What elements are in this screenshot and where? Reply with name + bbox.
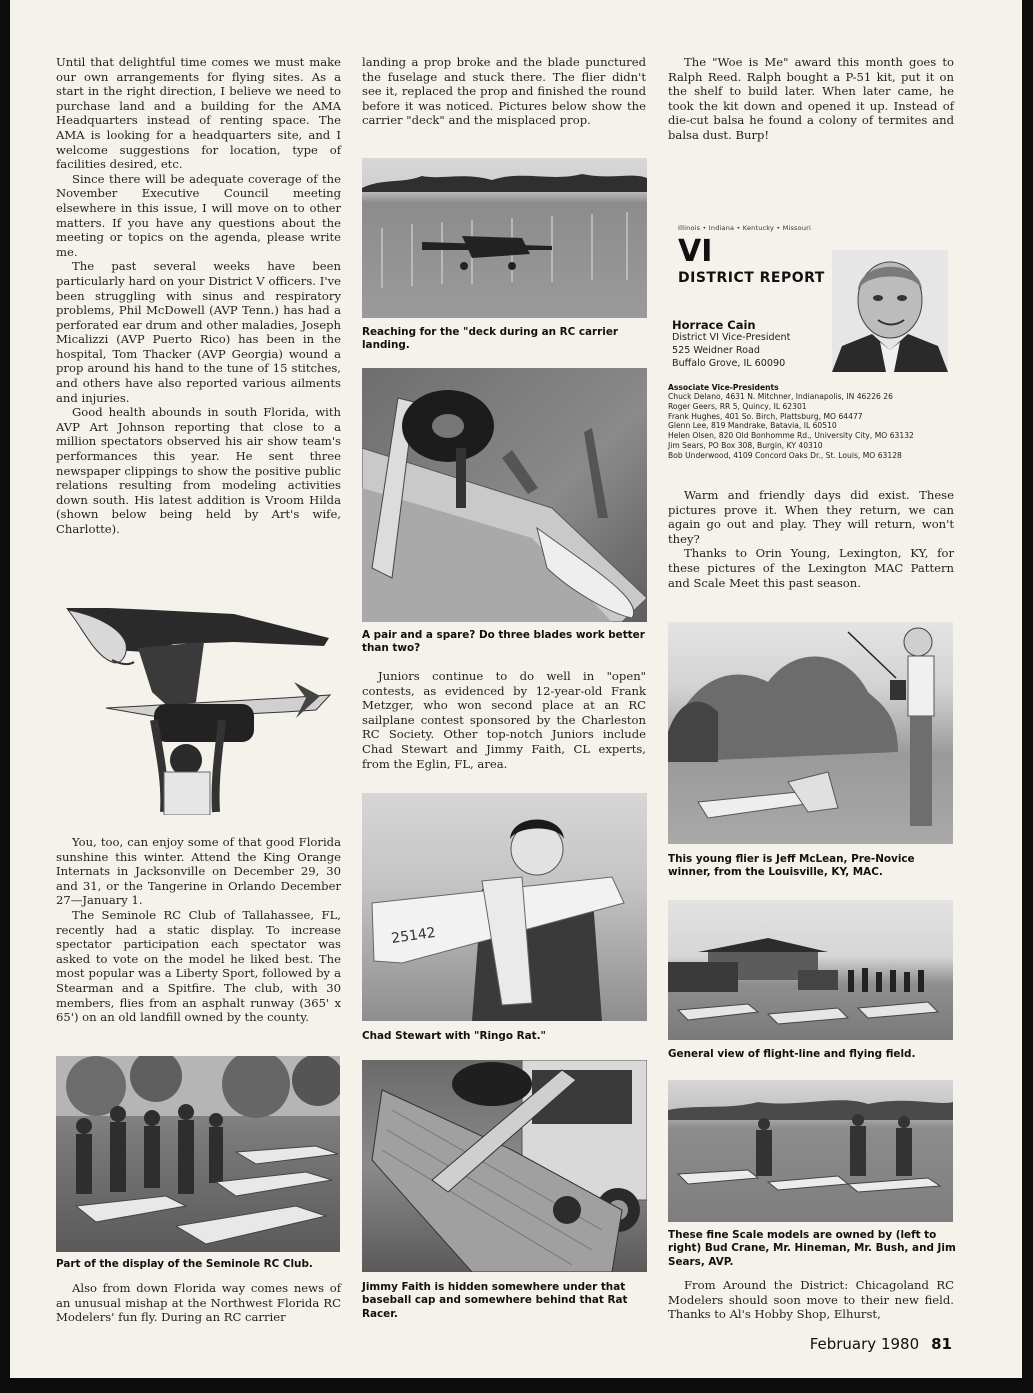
paragraph: You, too, can enjoy some of that good Florida sunshine this winter. Attend the King Orange Internats in Jacksonville on December 29, 30 and 31, or the Tangerine in Orlando December 27—January 1. [56,835,341,908]
column-2-top-text [362,55,646,128]
vp-address-line-2: Buffalo Grove, IL 60090 [672,357,786,369]
district-number: VI [678,234,713,269]
vice-president-portrait [832,250,948,372]
paragraph: Thanks to Orin Young, Lexington, KY, for these pictures of the Lexington MAC Pattern and Scale Meet this past season. [668,546,954,590]
district-report-title: DISTRICT REPORT [678,270,825,286]
column-1-bottom-text [56,1281,341,1325]
caption-flight-line: General view of flight-line and flying field. [668,1048,916,1060]
issue-date: February 1980 [809,1335,920,1353]
column-3-top-text [668,55,954,143]
caption-jeff-mclean: This young flier is Jeff McLean, Pre-Novice winner, from the Louisville, KY, MAC. [668,853,915,879]
avp-heading: Associate Vice-Presidents [668,383,779,392]
paragraph: Warm and friendly days did exist. These pictures prove it. When they return, we can again go out and play. They will return, won't they? [668,488,954,546]
avp-entry: Bob Underwood, 4109 Concord Oaks Dr., St. Louis, MO 63128 [668,450,902,460]
paragraph: Until that delightful time comes we must make our own arrangements for flying sites. As a start in the right direction, I believe we need to purchase land and a building for the AMA Headquarters instead of renting space. The AMA is looking for a headquarters site, and I welcome suggestions for location, type of facilities desired, etc. [56,55,341,172]
paragraph: Also from down Florida way comes news of an unusual mishap at the Northwest Florida RC Modelers' fun fly. During an RC carrier [56,1281,341,1325]
plane-number: 25142 [390,924,437,947]
vp-role: District VI Vice-President [672,332,791,343]
caption-carrier-deck: Reaching for the "deck during an RC carrier landing. [362,326,619,352]
column-2-mid-text [362,669,646,771]
avp-entry: Roger Geers, RR 5, Quincy, IL 62301 [668,401,807,411]
prop-in-fuselage-photo [362,368,647,622]
caption-three-blades: A pair and a spare? Do three blades work better than two? [362,629,645,655]
column-3-bottom-text [668,1278,954,1322]
page-number: 81 [931,1335,952,1353]
paragraph: landing a prop broke and the blade punctured the fuselage and stuck there. The flier didn't see it, replaced the prop and finished the round before it was noticed. Pictures below show the carrier "deck" and the misplaced prop. [362,55,646,128]
chad-stewart-photo [362,793,647,1021]
paragraph: The past several weeks have been particularly hard on your District V officers. I've been struggling with sinus and respiratory problems, Phil McDowell (AVP Tenn.) has had a perforated ear drum and other maladies, Joseph Micalizzi (AVP Puerto Rico) has been in the hospital, Tom Thacker (AVP Georgia) wound a prop around his hand to the tune of 15 stitches, and others have also reported various ailments and injuries. [56,259,341,405]
paragraph: From Around the District: Chicagoland RC Modelers should soon move to their new field. Thanks to Al's Hobby Shop, Elhurst, [668,1278,954,1322]
caption-chad-stewart: Chad Stewart with "Ringo Rat." [362,1030,546,1042]
associate-vp-list [668,383,958,461]
carrier-deck-photo [362,158,647,318]
vp-name: Horrace Cain [672,318,756,332]
paragraph: Juniors continue to do well in "open" contests, as evidenced by 12-year-old Frank Metzger, who won second place at an RC sailplane contest sponsored by the Charleston RC Society. Other top-notch Juniors include Chad Stewart and Jimmy Faith, CL experts, from the Eglin, FL, area. [362,669,646,771]
column-3-mid-text [668,488,954,590]
paragraph: The "Woe is Me" award this month goes to Ralph Reed. Ralph bought a P-51 kit, put it on the shelf to build later. When later came, he took the kit down and opened it up. Instead of die-cut balsa he found a colony of termites and balsa dust. Burp! [668,55,954,142]
vp-address-line-1: 525 Weidner Road [672,344,760,356]
vroom-hilda-photo [54,600,344,815]
avp-entry: Frank Hughes, 401 So. Birch, Plattsburg, MO 64477 [668,411,863,421]
page-footer [810,1335,952,1353]
flight-line-photo [668,900,953,1040]
avp-entry: Chuck Delano, 4631 N. Mitchner, Indianapolis, IN 46226 26 [668,392,893,401]
avp-entry: Jim Sears, PO Box 308, Burgin, KY 40310 [668,440,823,450]
column-1-mid-text [56,835,341,1025]
paragraph: Good health abounds in south Florida, with AVP Art Johnson reporting that close to a million spectators observed his air show team's performances this year. He sent three newspaper clippings to show the positive public relations resulting from modeling activities down south. His latest addition is Vroom Hilda (shown below being held by Art's wife, Charlotte). [56,405,341,536]
caption-scale-models: These fine Scale models are owned by (left to right) Bud Crane, Mr. Hineman, Mr. Bush, and Jim Sears, AVP. [668,1229,956,1268]
paragraph: Since there will be adequate coverage of the November Executive Council meeting elsewhere in this issue, I will move on to other matters. If you have any questions about the meeting or topics on the agenda, please write me. [56,171,341,259]
column-1-top-text [56,55,341,537]
jeff-mclean-photo [668,622,953,844]
caption-seminole-display: Part of the display of the Seminole RC Club. [56,1258,313,1270]
caption-jimmy-faith: Jimmy Faith is hidden somewhere under that baseball cap and somewhere behind that Rat Racer. [362,1281,628,1320]
avp-entry: Helen Olsen, 820 Old Bonhomme Rd., University City, MO 63132 [668,431,914,441]
seminole-display-photo [56,1056,340,1252]
magazine-page [10,0,1022,1378]
vice-president-contact [672,318,832,370]
district-states: Illinois • Indiana • Kentucky • Missouri [678,224,812,232]
avp-entry: Glenn Lee, 819 Mandrake, Batavia, IL 60510 [668,421,837,431]
scale-models-photo [668,1080,953,1222]
paragraph: The Seminole RC Club of Tallahassee, FL, recently had a static display. To increase spectator participation each spectator was asked to vote on the model he liked best. The most popular was a Liberty Sport, followed by a Stearman and a Spitfire. The club, with 30 members, flies from an asphalt runway (365' x 65') on an old landfill owned by the county. [56,907,341,1025]
jimmy-faith-photo [362,1060,647,1272]
